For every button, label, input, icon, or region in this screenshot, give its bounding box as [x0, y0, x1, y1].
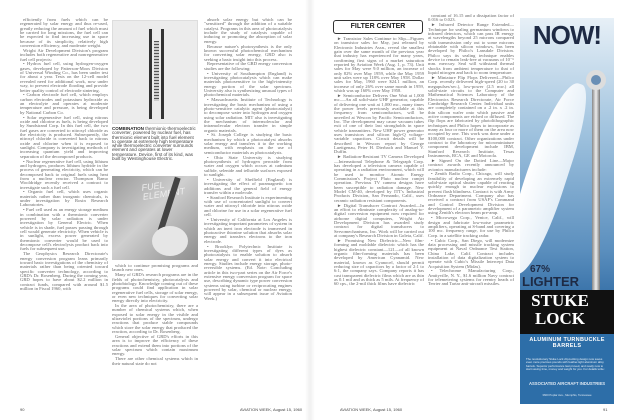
diagram-tube-right — [161, 29, 164, 119]
paragraph: In the area of photochemistry, there are a number of chemical systems which, when exposed to solar energy in the visible and ultraviolet portions of the spectrum, undergo reactions that produce stable compounds which store the solar energy that produced the reaction, according to Dr. Rosenberg. — [112, 303, 198, 335]
paragraph: ► Promising New Dielectric—New film-forming and moldable dielectric which has the highest dielectric constant—121—of all known organic film-forming materials has been developed by American Cyanamid. New material, known as Cyanocel, should permit reducing size of capacitors by a factor of 2:1 to 6:1, the company says. Company reports it has cast transparent dielectric films which are as thin as 0.1 mil and as thick as 5 mils. At frequency of 60 cps., the 2-mil thick films have dielectric — [334, 237, 424, 287]
paragraph: General objective of GRD's efforts in this area is to improve the efficiency of these reactions and extend them into portions of the solar spectrum which contain maximum energy. — [112, 334, 198, 357]
paragraph: Many of GRD's research programs are in the fields of photochemistry, photocatalysis and photobiology. Knowledge coming out of these programs could find application in solar regenerative fuel cells, storage of solar energy, or even new techniques for converting solar energy directly into electricity. — [112, 272, 198, 304]
paragraph: • University of Sheffield (England) is investigating the effect of paramagnetic ion additions and the general field of energy transfer within a molecule. — [204, 176, 292, 195]
photo-lettering: FUEL ELEMENT — [140, 179, 186, 202]
paragraph: ► Infrared Detector Range Extended—Technique for sealing germanium windows to infrared detectors, which can pass IR energy at wavelengths beyond 25 microns compared with transmission only out to some microns obtainable with silicon windows, has been developed by Philco's Lansdale Division. Philco says its sealing technique enables device to remain leak-free at vacuums of 10⁻⁶ mm. mercury. Seal will withstand thermal shocks from ambient temperature to that of liquid nitrogen and back to room temperature. — [428, 22, 514, 75]
left-page-column-3 — [204, 18, 292, 400]
paragraph: Because nature's photosynthesis is the only known successful photochemical mechanism for converting solar energy, GRD also is seeking a basic insight into this process. — [204, 43, 292, 62]
left-page-footer: AVIATION WEEK, August 15, 1960 — [240, 407, 303, 412]
fuel-element-photo — [112, 176, 198, 260]
right-page-column-2 — [428, 14, 514, 400]
brand-line-2: LOCK — [534, 309, 586, 328]
paragraph: Representative of the GRD energy conversion studies are the following: — [204, 61, 292, 71]
paragraph: ► Radiation-Resistant TV Camera Developed—International Telephone & Telegraph Corp. has developed a television camera capable of operating in a radiation environment, which will be used to monitor Atomic Energy Commission's Project Pluto nuclear ramjet operation. Previous TV camera designs have been susceptible to radiation damage. New Model CM-40, developed by ITT's Industrial Products Division, San Fernando, Calif., uses ceramic radiation resistant components. — [334, 154, 424, 203]
paragraph: • Solar regenerative fuel cell, using nitrous oxide and chlorine as fuels, is being developed by Sundstrand Corp. In this fuel cell, the two fuel gases are converted to nitrosyl chloride as the electricity is produced. Subsequently, the nitrosyl chloride is converted back to nitrous oxide and chlorine when it is exposed to sunlight. Company is investigating methods of increasing quantum yield and improving separation of the decomposed products. — [20, 114, 108, 159]
right-page-column-1 — [334, 37, 424, 400]
paragraph: ► Digital Transducer Contract Awarded—In an effort to eliminate complexity of analog-to-digital conversion equipment now required for airborne digital computers, Wright Air Development Division has awarded study contract for digital transducers to Servomechanisms, Inc. Work will be carried out at company's Research Division in Goleta, Calif. — [334, 202, 424, 238]
caption-text: thermionic-thermoelectric converter, powered by nuclear fuel, has thermionic element built into fuel element to operate at extremely high temperature while thermoelectric converter surrounds element and operates at lower temperature. Device, first of its kind, was built by Westinghouse Electric. — [112, 126, 196, 162]
paragraph: • Microwega Corp., Venice, Calif., will design and fabricate low-noise parametric amplifiers, operating at S-band and covering a 100 mc. frequency range, for use by Philco Corp. in a satellite tracking radar. — [428, 215, 514, 238]
paragraph: • University of Southampton (England) is investigating photocatalysis which can make materials photosensitive to the high-intensity energy portion of the solar spectrum. University also is synthesizing unusual types of photochemical materials. — [204, 70, 292, 98]
paragraph: There are other chemical systems which in their natural state do not — [112, 356, 198, 366]
paragraph: • Organic fuel cell, which uses organic materials rather than inorganic chemicals, is under investigation by Rosin Research Laboratories. — [20, 189, 108, 208]
brand-line-1: STUKE — [531, 291, 589, 310]
paragraph: • Fuel cell used as an energy storage medium in combination with a thermionic converter powered by solar radiation is under investigation by General Electric. When vehicle is in shade, fuel passes passing through cell would generate electricity. When vehicle is in sunlight, excess power generated by thermionic converter would be used to decompose cell's electrolysis product back into fuels for subsequent use. — [20, 207, 108, 252]
ad-address: 3600 Poplar Ave., Memphis, Tennessee — [542, 393, 592, 397]
paragraph: • Ohio State University is studying photosynthesis of hydrogen peroxide from water and oxygen which occurs at cadmium sulfide, selenide and telluride surfaces exposed to sunlight. — [204, 154, 292, 178]
paragraph: • Hydrox fuel cell, using hydrogen-oxygen gases, developed by Patterson-Moos Division of Universal Winding Co., has been under test for about a year. Tests on the 12-cell model revealed need for additional work, now under way, to prevent electrode flooding and provide better quality control of electrode sintering. — [20, 61, 108, 93]
ad-product: ALUMINUM TURNBUCKLE BARRELS — [529, 337, 605, 349]
paragraph: The Geophysics Research Directorate's energy conversion program leans primarily toward basic investigations of the chemistry of materials rather than being oriented toward specific converter technology, according to GRD's Dr. Rosenberg. During the coming year, GRD hopes to have about $2.2 million in contract funds, compared with around $1.5 million in Fiscal 1960, with — [20, 251, 108, 291]
left-page-column-1 — [20, 18, 108, 400]
ad-percent: 67% — [530, 264, 551, 275]
paragraph: ► Transistor Sales Continue to Slip—Figures on transistor sales for May, just released by Electronic Industries Assn., reveal the smallest gain over the same month of the previous year that industry has experienced for many years, confirming first signs of a market saturation reported by Aviation Week (Aug. 1, p. 73). Unit sales for May were 9.0 million, an increase of only 82% over May 1959, while the May 1959 unit sales were up 118% over May 1958. Dollar sales for May, 1960 were $24.1 million, an increase of only 26% over same month in 1959, which was up 160% over May 1958. — [334, 37, 424, 94]
figure-caption — [112, 127, 198, 161]
paragraph: constant of 16.15 and a dissipation factor of 0.016 to 0.023. — [428, 14, 514, 23]
paragraph: • Cubic Corp., San Diego, will modernize data processing and missile tracking system equipment at Naval Ordnance Test Station, China Lake, Calif. Contract includes installation of data digitalization system to operate with Cubic's Missile Intercept Data Acquisition System (Midas). — [428, 237, 514, 269]
paragraph: • Carbon electrode fuel cell, which employs carbon electrodes and potassium hydroxide as an electrolyte and operates at moderate temperature and pressure, is being developed by National Carbon Co. — [20, 92, 108, 115]
paragraph: • Brooklyn Polytechnic Institute is investigating different types of dyes as photocatalysts to enable solution to absorb solar energy and convert it into electrical energy. Studies include energy storage, photo-reversible systems. (Ed. Note: Concluding article in this two-part series on the Air Force's extensive energy conversion program for space use, describing dynamic type power conversion systems using turbine or reciprocating engines powered by solar, chemical or nuclear energy, will appear in a subsequent issue of Aviation Week.) — [204, 243, 292, 301]
paragraph: • Nuclear regenerative fuel cell, using lithium and hydrogen, produces lithium hydride in the process of generating electricity, which can be decomposed back to original fuels using heat from a nuclear reactor. Thompson Ramo Wooldridge recently received a contract to investigate such a fuel cell. — [20, 158, 108, 190]
photo-hand — [152, 226, 188, 256]
paragraph: • Telechrome Manufacturing Corp., Amityville, N. Y., $1.6 million Navy contract for telemetering systems for reentry heads of Terrier and Tartar anti-aircraft missiles. — [428, 268, 514, 287]
paragraph: ► Miniature Flip Flops Delivered—Philco Corp. recently delivered high-speed (20 to 30 megapulses/sec.), low-power (2.5 mw.) all solid-state circuits to the Computer and Mathematical Sciences Laboratory of the Electronics Research Directorate, Air Force Cambridge Research Center. Individual units are completely contained on a .2 in. x .2 in. thin silicon wafer onto which passive and active components are etched or diffused. The flip flops are fabricated by photolithographic techniques and Philco hopes to incorporate as many as four or more of them on the area now occupied by one. This work was done under a $100,000 contract. Other organizations under contract to the laboratory for microminiature component development include IBM, Stanford Research Institute, Texas Instruments, RCA, GE and Motorola. — [428, 74, 514, 158]
page-gutter — [305, 0, 315, 420]
ad-brand — [524, 292, 596, 328]
ad-lighter: LIGHTER — [522, 274, 580, 289]
filter-center-heading: FILTER CENTER — [333, 20, 423, 34]
caption-label: COMBINATION — [112, 126, 144, 131]
paragraph: ► Semiconductor Delivers One Watt at 1,000 mc.—An all solid-state UHF generator, capable of delivering one watt at 1,000 mc., many times the power levels previously available at this frequency from semiconductors, will be unveiled at Wescon by Pacific Semiconductors, Inc. The development may cause vacuum tubes exit of one of their last strongholds in space vehicle transmitters. New UHF power generator uses transistors and silicon high-Q voltage-variable capacitors. Circuit details will be described in Wescon report by George Luettgenau, Peter H. Dierbach and Manuel V. Duffin. — [334, 92, 424, 155]
converter-diagram — [112, 20, 198, 124]
diagram-element — [154, 41, 159, 101]
paragraph: • Zenith Radio Corp., Chicago, will study feasibility of developing an extremely rapid solid-state optical shutter capable of reacting quickly enough to nuclear explosions to prevent flash blindness. Contract is with Army Ordnance Department. Company also has received a contract from USAF's Command and Control Development Division for development of a parametric amplifier system using Zenith's electron beam pre-amp. — [428, 171, 514, 216]
paragraph: Wright Air Development Division's program includes both regenerative and nonregenerative fuel cell projects: — [20, 47, 108, 62]
left-page-column-2 — [112, 264, 198, 400]
paragraph: ► Signed On the Dotted Line—Major contract awards recently announced by avionics manufacturers include: — [428, 157, 514, 172]
paragraph: • University of California at Los Angeles is investigating important parameters of system in which an inert iron electrode is immersed in photoactive thionine solution that absorbs solar energy and transfers electrons to the iron electrode. — [204, 216, 292, 244]
right-page-footer: AVIATION WEEK, August 15, 1960 — [340, 407, 403, 412]
paragraph: • Stanford Research Institute is experimenting with use of concentrated sunlight to convert water and nitrosyl chloride into nitrous oxide and chlorine for use in a solar regenerative fuel cell. — [204, 194, 292, 218]
ad-company: ASSOCIATED AIRCRAFT INDUSTRIES — [528, 381, 606, 386]
turnbuckle-eye — [586, 70, 606, 90]
paragraph: which to continue promising programs and launch new ones. — [112, 264, 198, 273]
paragraph: efficiently from fuels which can be regenerated by solar energy and thus re-used, greatly reducing the amount of fuel which must be carried for long missions, the fuel cell can be expected to find increasing use in space because of its simplicity, relatively high conversion efficiency, and moderate weight. — [20, 18, 108, 49]
paragraph: absorb solar energy but which can be "sensitized" through the addition of a suitable catalyst. Programs in this area of photocatalysis include the study of catalysts capable of inducing or promoting the absorption of solar energy. — [204, 18, 292, 44]
paragraph: • Massachusetts Institute of Technology is investigating the basic mechanism of using a photo-sensitive catalytic agent (photocatalyst) to decompose water into hydrogen and oxygen using solar radiation. MIT also is investigating the mechanism of intermolecular and intramolecular electron transfer in simple organic materials. — [204, 97, 292, 133]
ad-body: The revolutionary Stuke Lock clip-locking design now saves even more precious pounds with feather-light aluminum alloy barrels. Superior performance last proved, and ready now to start saving time, money and weight for you. For details write: — [526, 357, 605, 371]
diagram-tube-left — [149, 29, 152, 119]
paragraph: • St. Joseph College is studying the basic mechanism by which a photocatalyst absorbs solar energy and transfers it to the working medium, with emphasis on the use of semiconductor materials as photocatalysts. — [204, 132, 292, 155]
feather-image — [520, 77, 596, 280]
stuke-lock-advertisement[interactable] — [520, 18, 614, 404]
right-page-number: 91 — [603, 407, 608, 412]
ad-headline: NOW! — [532, 20, 602, 50]
left-page-number: 90 — [20, 407, 25, 412]
